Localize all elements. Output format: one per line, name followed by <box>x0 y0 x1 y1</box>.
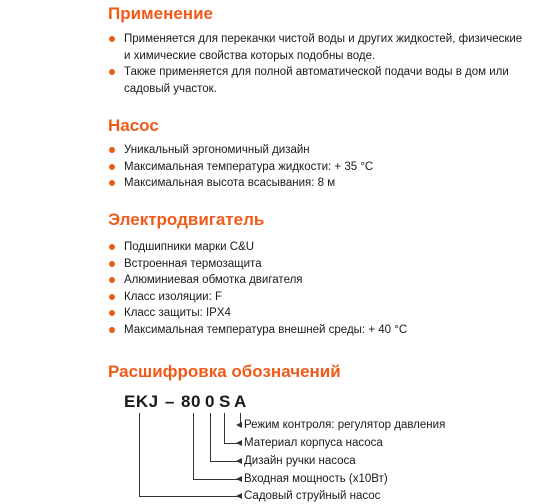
code-part-series: EKJ <box>124 392 159 411</box>
list-item: Класс защиты: IPX4 <box>108 305 528 322</box>
code-part-control: A <box>234 392 247 411</box>
application-list <box>108 31 528 97</box>
list-item: Уникальный эргономичный дизайн <box>108 142 528 159</box>
list-item: Максимальная температура жидкости: + 35 °C <box>108 159 528 176</box>
code-part-power: 80 <box>181 392 201 411</box>
list-item: Максимальная температура внешней среды: + 40 °C <box>108 322 528 339</box>
connector-line <box>193 413 194 479</box>
arrow-icon <box>236 493 242 499</box>
section-title-pump: Насос <box>108 116 159 135</box>
arrow-icon <box>236 458 242 464</box>
section-title-application: Применение <box>108 4 213 23</box>
connector-line <box>193 479 240 480</box>
list-item: Алюминиевая обмотка двигателя <box>108 272 528 289</box>
arrow-icon <box>236 422 242 428</box>
section-decoding <box>108 362 528 382</box>
pump-list <box>108 142 528 192</box>
code-part-dash: – <box>165 392 175 411</box>
list-item: Применяется для перекачки чистой воды и других жидкостей, физические и химические свойства которых подобны воде. <box>108 31 528 64</box>
connector-line <box>139 413 140 496</box>
motor-list <box>108 239 528 338</box>
list-item: Встроенная термозащита <box>108 256 528 273</box>
code-label-handle-design: Дизайн ручки насоса <box>244 455 356 467</box>
connector-line <box>139 496 240 497</box>
list-item: Максимальная высота всасывания: 8 м <box>108 175 528 192</box>
list-item: Также применяется для полной автоматической подачи воды в дом или садовый участок. <box>108 64 528 97</box>
arrow-icon <box>236 440 242 446</box>
section-title-motor: Электродвигатель <box>108 210 265 229</box>
section-motor <box>108 210 528 338</box>
connector-line <box>210 413 211 461</box>
connector-line <box>224 413 225 443</box>
code-label-housing-material: Материал корпуса насоса <box>244 437 383 449</box>
list-item: Класс изоляции: F <box>108 289 528 306</box>
code-label-input-power: Входная мощность (х10Вт) <box>244 473 388 485</box>
list-item: Подшипники марки C&U <box>108 239 528 256</box>
code-part-handle: 0 <box>205 392 215 411</box>
section-title-decoding: Расшифровка обозначений <box>108 362 341 381</box>
arrow-icon <box>236 476 242 482</box>
code-part-material: S <box>219 392 231 411</box>
section-application <box>108 4 528 97</box>
code-label-control-mode: Режим контроля: регулятор давления <box>244 419 446 431</box>
section-pump <box>108 116 528 192</box>
code-label-pump-type: Садовый струйный насос <box>244 490 381 502</box>
